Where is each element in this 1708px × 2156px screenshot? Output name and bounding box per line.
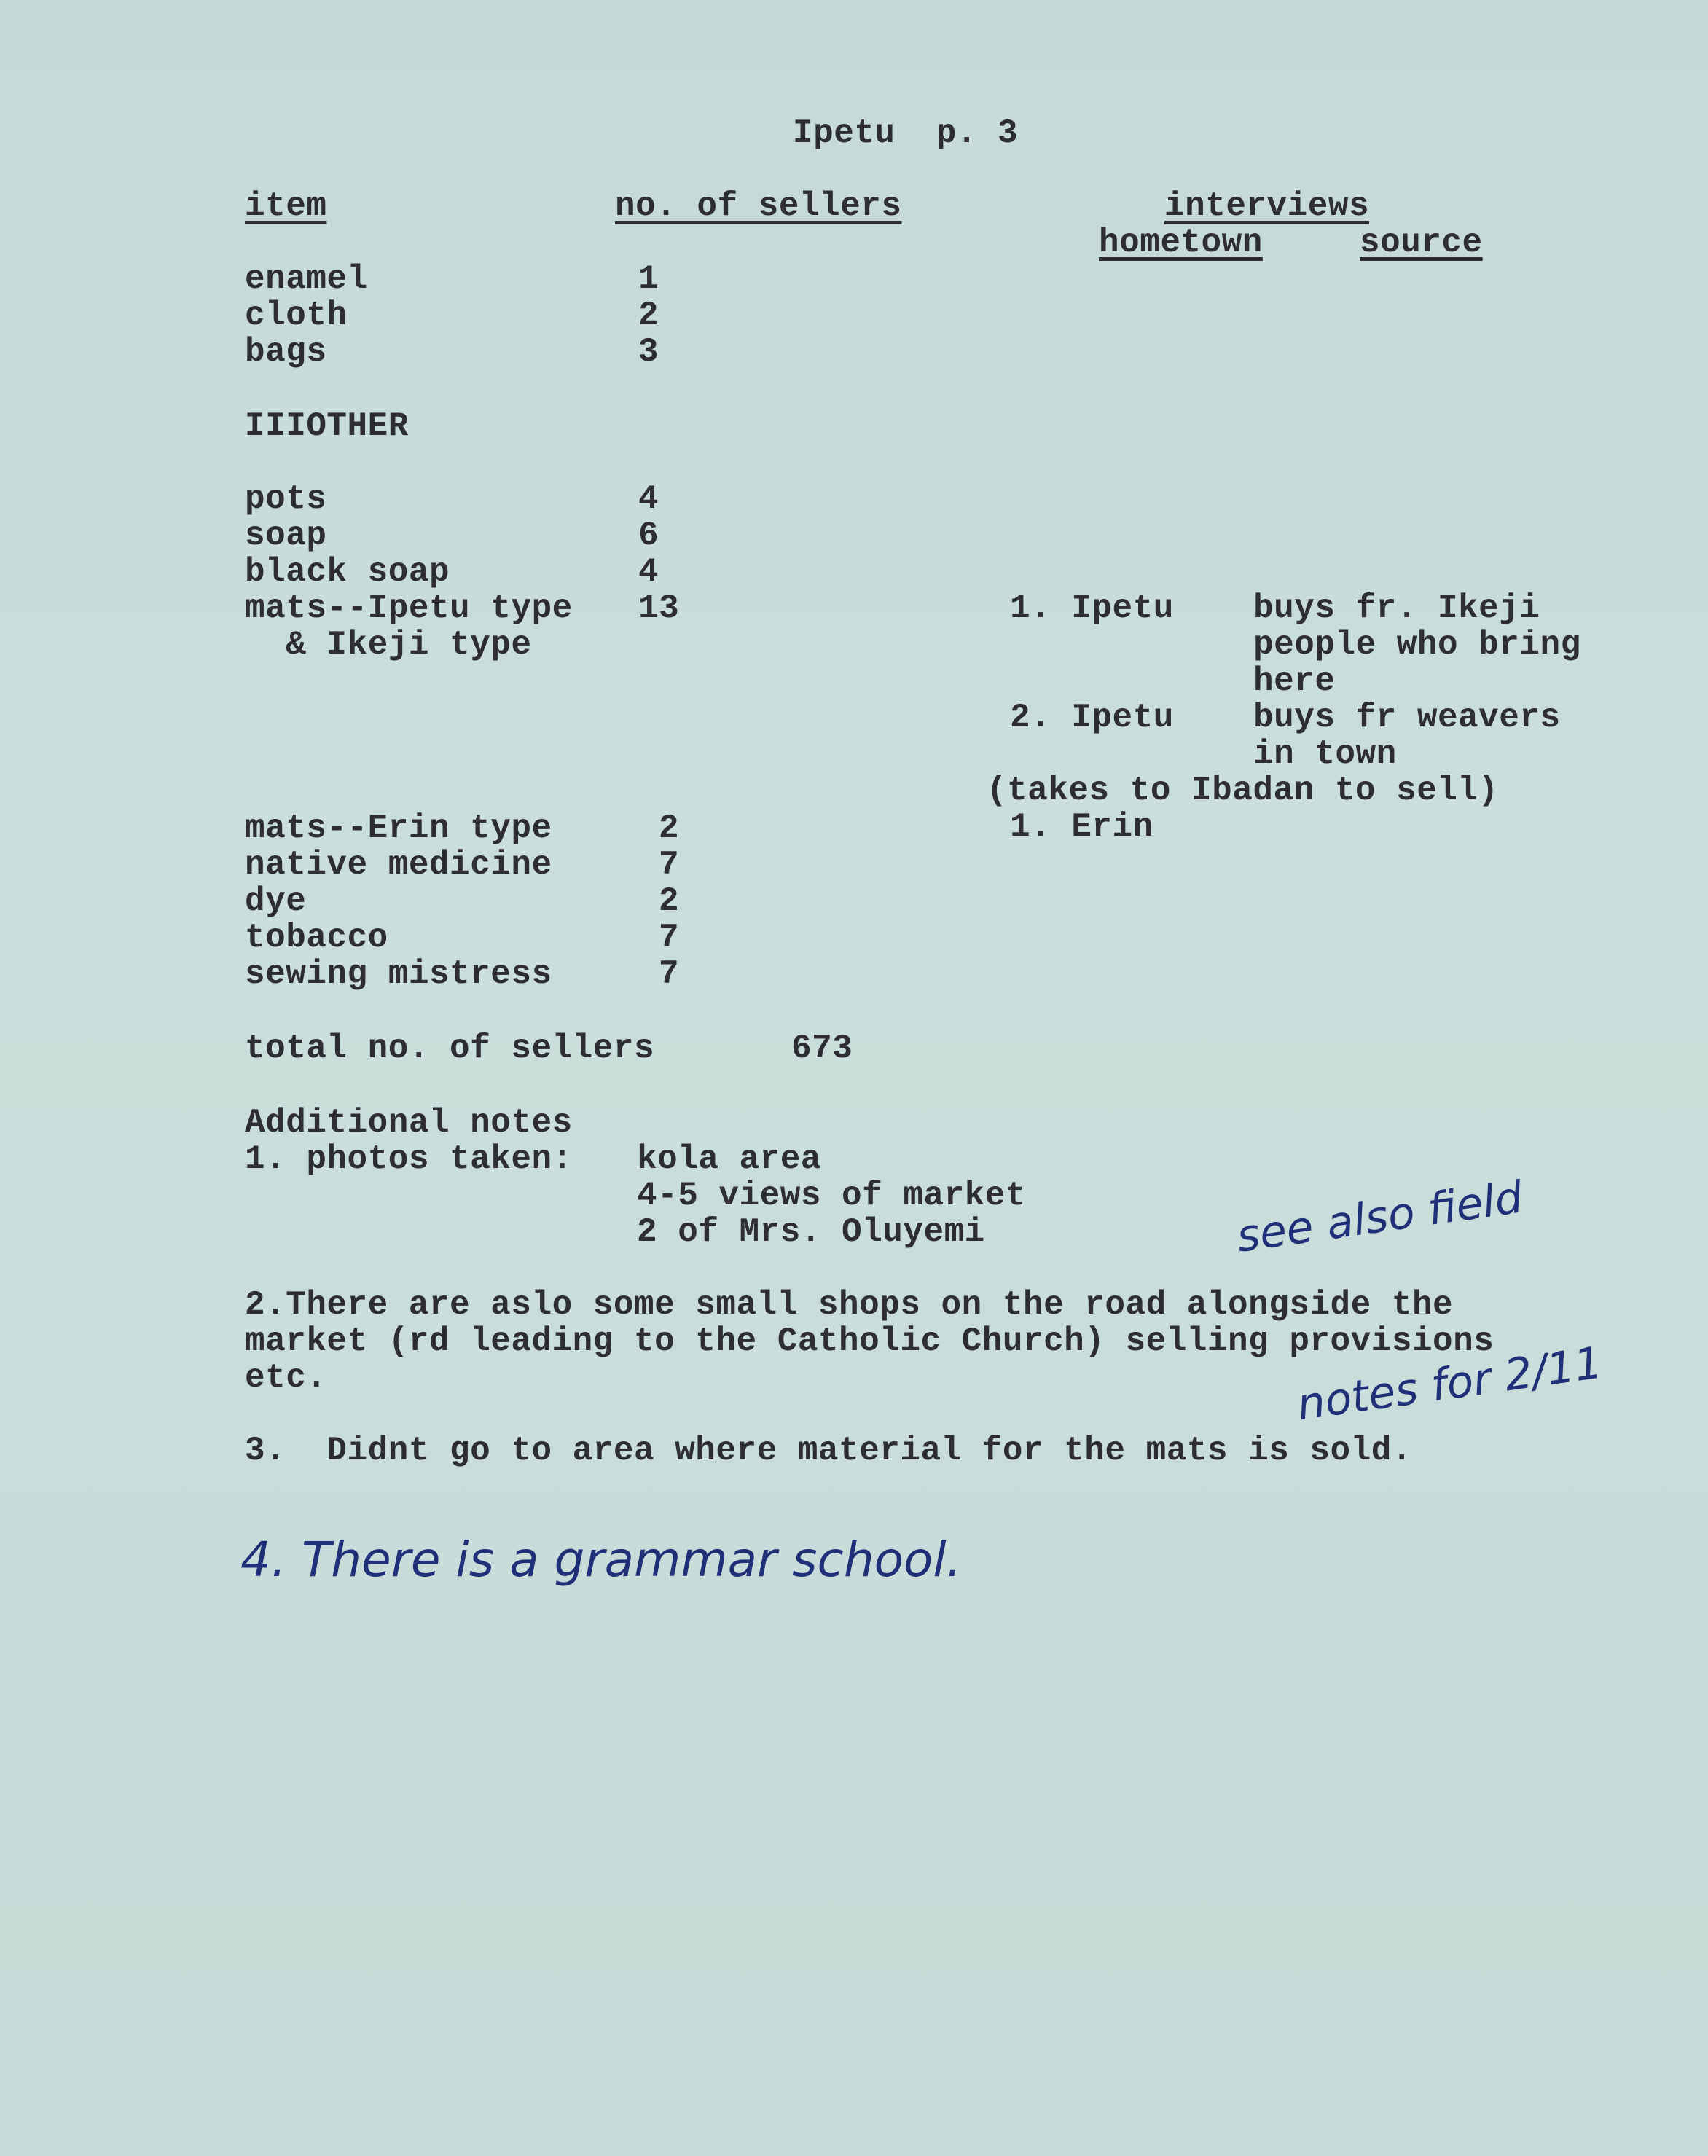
seller-count: 3 — [638, 333, 659, 371]
note3: 3. Didnt go to area where material for the mats is sold. — [245, 1432, 1412, 1470]
seller-count: 2 — [659, 882, 680, 920]
interview-source: people who bring — [1253, 626, 1581, 664]
list-item: bags — [245, 333, 327, 371]
handwritten-line: see also field — [1233, 1172, 1526, 1263]
list-item: cloth — [245, 297, 348, 334]
interview-source: here — [1253, 662, 1336, 700]
seller-count: 4 — [638, 480, 659, 518]
list-item: pots — [245, 480, 327, 518]
seller-count: 7 — [659, 919, 680, 957]
note4-handwritten: 4. There is a grammar school. — [240, 1532, 962, 1588]
list-item: mats--Ipetu type — [245, 589, 573, 627]
list-item: black soap — [245, 553, 450, 591]
seller-count: 6 — [638, 517, 659, 554]
header-interviews: interviews — [1164, 187, 1370, 225]
section-heading: IIIOTHER — [245, 407, 409, 445]
total-label: total no. of sellers — [245, 1030, 655, 1067]
list-item: sewing mistress — [245, 955, 552, 993]
note1-item: 2 of Mrs. Oluyemi — [637, 1213, 985, 1251]
header-sellers: no. of sellers — [615, 187, 902, 225]
interview-hometown: 1. Erin — [1010, 808, 1153, 846]
list-item: native medicine — [245, 846, 552, 884]
total-value: 673 — [791, 1030, 853, 1067]
note1-label: 1. photos taken: — [245, 1140, 573, 1178]
header-item: item — [245, 187, 327, 225]
seller-count: 7 — [659, 846, 680, 884]
note1-item: kola area — [637, 1140, 821, 1178]
seller-count: 7 — [659, 955, 680, 993]
interview-hometown: 2. Ipetu — [1010, 699, 1174, 737]
list-item: dye — [245, 882, 307, 920]
interview-note: (takes to Ibadan to sell) — [987, 772, 1499, 810]
notes-heading: Additional notes — [245, 1104, 573, 1142]
seller-count: 1 — [638, 260, 659, 298]
interview-hometown: 1. Ipetu — [1010, 589, 1174, 627]
list-item: & Ikeji type — [245, 626, 532, 664]
interview-source: buys fr. Ikeji — [1253, 589, 1540, 627]
list-item: tobacco — [245, 919, 388, 957]
interview-source: in town — [1253, 735, 1397, 773]
list-item: mats--Erin type — [245, 810, 552, 847]
list-item: enamel — [245, 260, 368, 298]
list-item: soap — [245, 517, 327, 554]
note2-line: 2.There are aslo some small shops on the road alongside the — [245, 1286, 1454, 1324]
page-title: Ipetu p. 3 — [793, 114, 1019, 152]
note2-line: etc. — [245, 1359, 327, 1397]
seller-count: 4 — [638, 553, 659, 591]
header-source: source — [1360, 224, 1483, 262]
note2-line: market (rd leading to the Catholic Church) selling provisions — [245, 1322, 1494, 1360]
header-hometown: hometown — [1099, 224, 1263, 262]
seller-count: 2 — [638, 297, 659, 334]
interview-source: buys fr weavers — [1253, 699, 1561, 737]
seller-count: 2 — [659, 810, 680, 847]
handwritten-line: notes for 2/11 — [1293, 1337, 1606, 1431]
seller-count: 13 — [638, 589, 680, 627]
note1-item: 4-5 views of market — [637, 1177, 1026, 1215]
